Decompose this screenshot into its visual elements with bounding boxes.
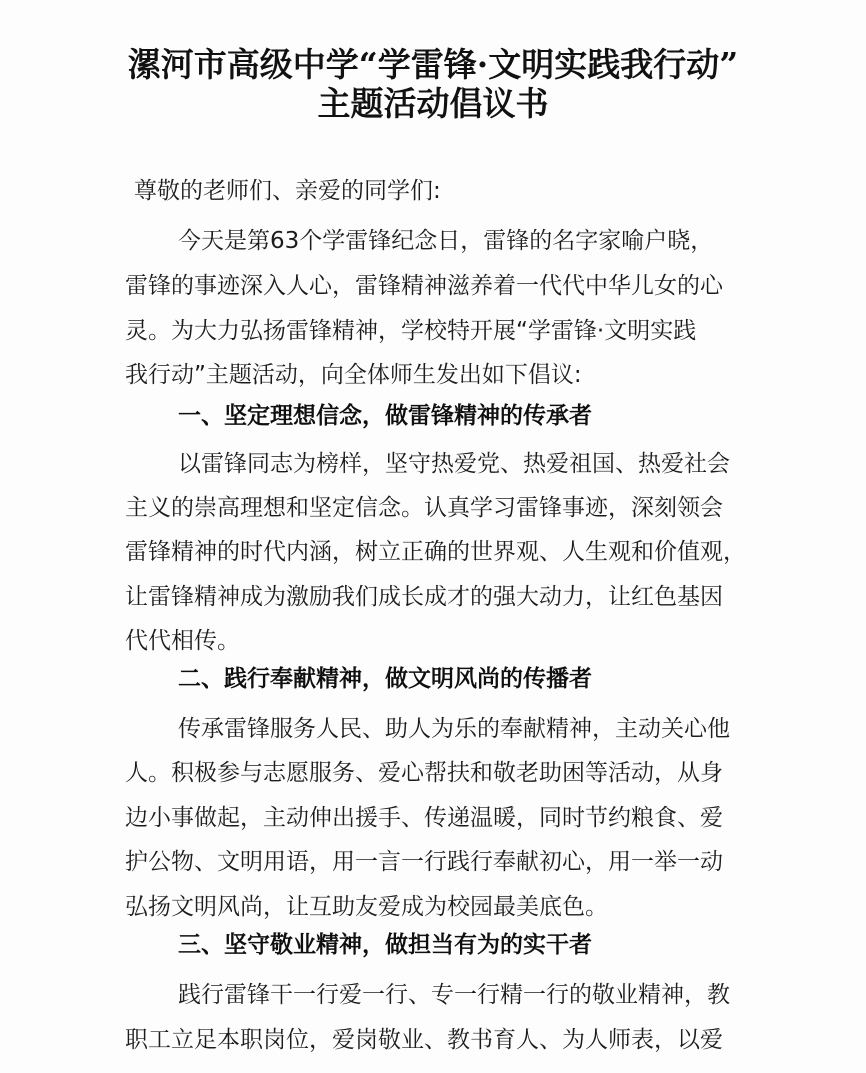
paragraph-line: 传承雷锋服务人民、助人为乐的奉献精神，主动关心他 — [178, 716, 730, 742]
paragraph-line: 雷锋的事迹深入人心，雷锋精神滋养着一代代中华儿女的心 — [125, 273, 723, 299]
document-title-line-1: 漯河市高级中学“学雷锋·文明实践我行动” — [127, 45, 739, 84]
section-heading-2: 二、践行奉献精神，做文明风尚的传播者 — [178, 666, 592, 692]
paragraph-line: 让雷锋精神成为激励我们成长成才的强大动力，让红色基因 — [125, 584, 723, 610]
paragraph-line: 雷锋精神的时代内涵，树立正确的世界观、人生观和价值观， — [125, 539, 746, 565]
paragraph-line: 今天是第63个学雷锋纪念日，雷锋的名字家喻户晓， — [178, 228, 714, 254]
paragraph-line: 我行动”主题活动，向全体师生发出如下倡议: — [125, 362, 582, 388]
paragraph-line: 以雷锋同志为榜样，坚守热爱党、热爱祖国、热爱社会 — [178, 451, 730, 477]
section-heading-3: 三、坚守敬业精神，做担当有为的实干者 — [178, 932, 592, 958]
document-title-line-2: 主题活动倡议书 — [317, 84, 549, 123]
paragraph-line: 边小事做起，主动伸出援手、传递温暖，同时节约粮食、爱 — [125, 805, 723, 831]
paragraph-line: 主义的崇高理想和坚定信念。认真学习雷锋事迹，深刻领会 — [125, 495, 723, 521]
paragraph-line: 职工立足本职岗位，爱岗敬业、教书育人、为人师表，以爱 — [125, 1027, 723, 1053]
salutation: 尊敬的老师们、亲爱的同学们: — [134, 178, 441, 204]
paragraph-line: 践行雷锋干一行爱一行、专一行精一行的敬业精神，教 — [178, 982, 730, 1008]
paragraph-line: 护公物、文明用语，用一言一行践行奉献初心，用一举一动 — [125, 849, 723, 875]
paragraph-line: 弘扬文明风尚，让互助友爱成为校园最美底色。 — [125, 894, 608, 920]
section-heading-1: 一、坚定理想信念，做雷锋精神的传承者 — [178, 403, 592, 429]
paragraph-line: 代代相传。 — [125, 628, 240, 654]
paragraph-line: 人。积极参与志愿服务、爱心帮扶和敬老助困等活动，从身 — [125, 760, 723, 786]
paragraph-line: 灵。为大力弘扬雷锋精神，学校特开展“学雷锋·文明实践 — [125, 318, 697, 344]
